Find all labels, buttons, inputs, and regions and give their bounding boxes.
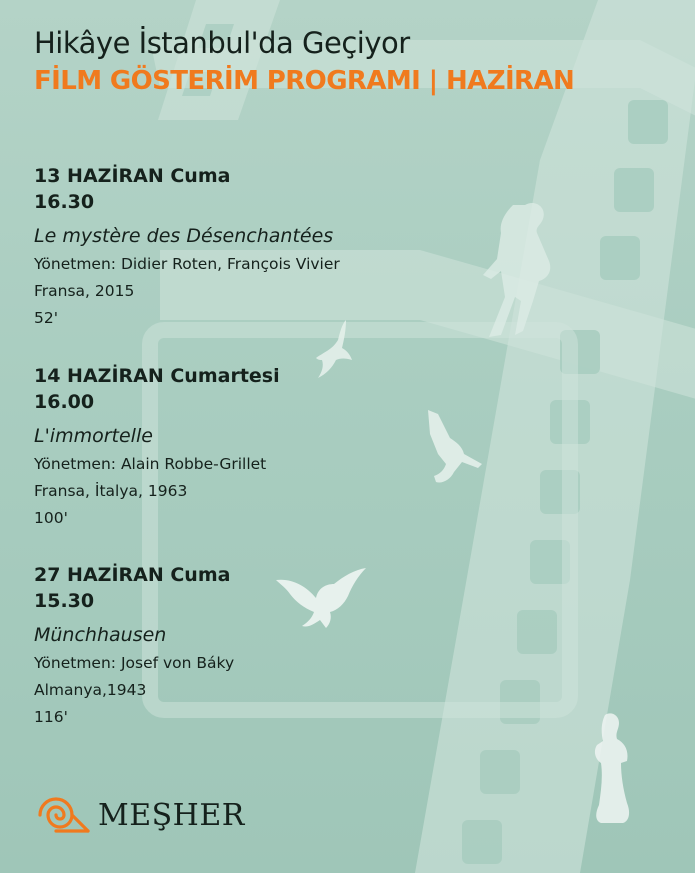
- film-strip-right: [415, 0, 695, 873]
- event-film-title: Le mystère des Désenchantées: [34, 225, 334, 247]
- header: [34, 26, 574, 98]
- event-director: Yönetmen: Didier Roten, François Vivier: [34, 255, 340, 273]
- event-film-title: Münchhausen: [34, 624, 167, 646]
- program-subtitle: FİLM GÖSTERİM PROGRAMI | HAZİRAN: [34, 66, 575, 96]
- mesher-logo: [34, 793, 245, 837]
- event-date: 14 HAZİRAN Cumartesi: [34, 365, 280, 387]
- shell-logo-icon: [34, 793, 92, 837]
- event-item: [34, 163, 340, 332]
- event-duration: 116': [34, 708, 68, 726]
- event-date: 13 HAZİRAN Cuma: [34, 165, 231, 187]
- event-country-year: Fransa, 2015: [34, 282, 135, 300]
- logo-text: MEŞHER: [98, 797, 245, 833]
- event-duration: 52': [34, 309, 58, 327]
- event-time: 16.30: [34, 191, 95, 213]
- event-duration: 100': [34, 509, 68, 527]
- event-item: [34, 562, 234, 731]
- event-country-year: Fransa, İtalya, 1963: [34, 482, 188, 500]
- dove-silhouette: [276, 568, 366, 628]
- event-director: Yönetmen: Alain Robbe-Grillet: [34, 455, 267, 473]
- event-time: 16.00: [34, 391, 95, 413]
- event-film-title: L'immortelle: [34, 425, 153, 447]
- event-country-year: Almanya,1943: [34, 681, 147, 699]
- event-item: [34, 363, 280, 532]
- event-director: Yönetmen: Josef von Báky: [34, 654, 235, 672]
- page-title: Hikâye İstanbul'da Geçiyor: [34, 26, 410, 60]
- event-time: 15.30: [34, 590, 95, 612]
- diving-figure-silhouette: [428, 410, 482, 483]
- event-date: 27 HAZİRAN Cuma: [34, 564, 231, 586]
